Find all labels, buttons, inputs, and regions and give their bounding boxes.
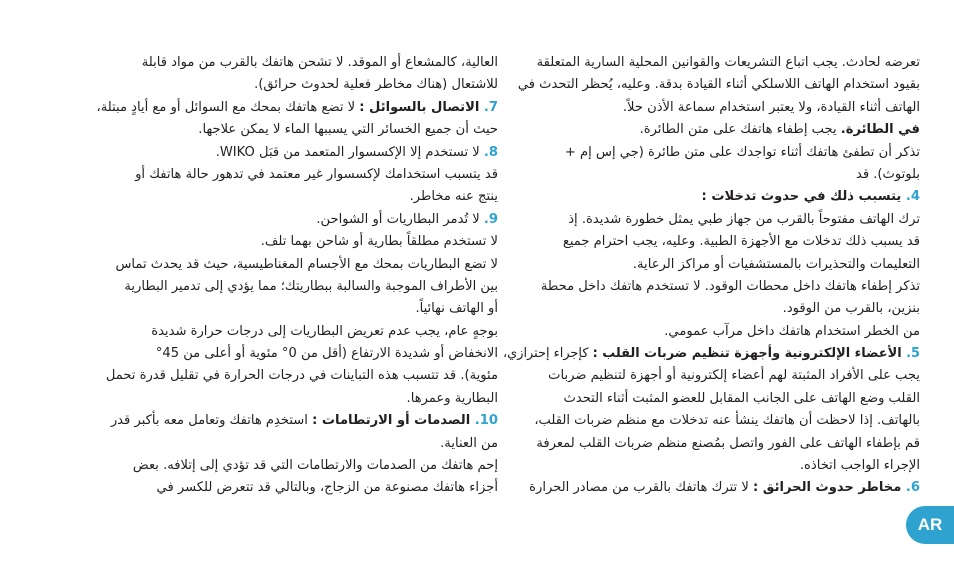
heading-line <box>500 119 920 141</box>
text-line: البطارية وعمرها. <box>406 390 498 406</box>
text-line: العالية، كالمشعاع أو الموقد. لا تشحن هاتفك بالقرب من مواد قابلة <box>141 55 498 70</box>
section-number: 6. <box>905 480 920 496</box>
text-line: إحم هاتفك من الصدمات والارتطامات التي قد تؤدي إلى إتلافه. بعض <box>132 458 498 474</box>
section-label: الأعضاء الإلكترونية وأجهزة تنظيم ضربات القلب : <box>592 346 907 362</box>
section-text: استخدِم هاتفك وتعامل معه بأكبر قدر <box>110 413 313 429</box>
text-line: تذكر أن تطفئ هاتفك أثناء تواجدك على متن طائرة (جي إس إم + <box>564 144 920 160</box>
heading-line <box>500 477 920 499</box>
text-line: بقيود استخدام الهاتف اللاسلكي أثناء القيادة بدقة. وعليه، يُحظر التحدث في <box>517 77 920 93</box>
heading-line <box>500 343 920 365</box>
text-line: تعرضه لحادث. يجب اتباع التشريعات والقوانين المحلية السارية المتعلقة <box>536 55 920 70</box>
section-number: 8. <box>483 144 498 160</box>
section-text: لا تترك هاتفك بالقرب من مصادر الحرارة <box>529 480 753 496</box>
section-label: مخاطر حدوث الحرائق : <box>752 480 906 496</box>
text-line: من الخطر استخدام هاتفك داخل مرآب عمومي. <box>664 323 920 339</box>
text-line: لا تضع البطاريات بمحك مع الأجسام المغناطيسية، حيث قد يحدث تماس <box>115 256 498 272</box>
text-line: بنزين، بالقرب من الوقود. <box>782 301 920 317</box>
text-line: قد يسبب ذلك تدخلات مع الأجهزة الطبية. وعليه، يجب احترام جميع <box>562 234 920 250</box>
text-line: أو الهاتف نهائياً. <box>415 301 498 317</box>
section-text: يجب إطفاء هاتفك على متن الطائرة. <box>639 122 841 138</box>
text-line: قم بإطفاء الهاتف على الفور واتصل بمُصنع منظم ضربات القلب لمعرفة <box>536 435 920 451</box>
language-tab <box>906 506 954 544</box>
language-tab-label: AR <box>917 515 943 534</box>
right-text-column <box>500 52 920 500</box>
section-text: لا تستخدم إلا الإكسسوار المتعمد من قبَل WIKO. <box>215 144 484 160</box>
text-line: بوجهٍ عام، يجب عدم تعريض البطاريات إلى درجات حرارة شديدة <box>151 323 498 339</box>
text-line: الهاتف أثناء القيادة، ولا يعتبر استخدام سماعة الأذن حلاً. <box>622 99 920 115</box>
section-label: الصدمات أو الارتطامات : <box>312 413 475 429</box>
text-line: ينتج عنه مخاطر. <box>409 189 498 205</box>
section-number: 9. <box>483 211 498 227</box>
heading-line <box>78 97 498 119</box>
text-line: التعليمات والتحذيرات بالمستشفيات أو مراكز الرعاية. <box>632 256 920 272</box>
section-text: كإجراء إحترازي، <box>502 346 593 362</box>
section-number: 4. <box>905 189 920 205</box>
text-line: مئوية). قد تتسبب هذه التباينات في درجات الحرارة في تقليل قدرة تحمل <box>105 368 498 384</box>
text-line: حيث أن جميع الخسائر التي يسببها الماء لا يمكن علاجها. <box>198 122 498 138</box>
text-line: بالهاتف. إذا لاحظت أن هاتفك ينشأ عنه تدخلات مع منظم ضربات القلب، <box>534 413 920 429</box>
text-line: الانخفاض أو شديدة الارتفاع (أقل من 0° مئوية أو أعلى من 45° <box>155 346 498 362</box>
text-line: يجب على الأفراد المثبتة لهم أعضاء إلكترونية أو أجهزة لتنظيم ضربات <box>548 368 920 384</box>
heading-line <box>78 410 498 432</box>
section-number: 7. <box>483 99 498 115</box>
section-number: 10. <box>474 413 498 429</box>
section-label: في الطائرة. <box>840 122 920 138</box>
text-line: ترك الهاتف مفتوحاً بالقرب من جهاز طبي يمثل خطورة شديدة. إذ <box>568 211 920 227</box>
section-text: لا تُدمر البطاريات أو الشواحن. <box>316 211 484 227</box>
heading-line <box>78 142 498 164</box>
section-label: الاتصال بالسوائل : <box>359 99 484 115</box>
text-line: تذكر إطفاء هاتفك داخل محطات الوقود. لا تستخدم هاتفك داخل محطة <box>540 278 920 294</box>
text-line: لا تستخدم مطلقاً بطارية أو شاحن بهما تلف. <box>260 234 498 250</box>
heading-line <box>78 209 498 231</box>
section-text: لا تضع هاتفك بمحك مع السوائل أو مع أيادٍ مبتلة، <box>96 99 360 115</box>
text-line: قد يتسبب استخدامك لإكسسوار غير معتمد في تدهور حالة هاتفك أو <box>135 166 498 182</box>
text-line: الإجراء الواجب اتخاذه. <box>799 458 920 474</box>
section-number: 5. <box>906 346 920 362</box>
left-text-column <box>78 52 498 500</box>
text-line: أجزاء هاتفك مصنوعة من الزجاج، وبالتالي قد تتعرض للكسر في <box>156 480 498 496</box>
text-line: للاشتعال (هناك مخاطر فعلية لحدوث حرائق). <box>254 77 498 93</box>
text-line: بين الأطراف الموجبة والسالبة ببطاريتك؛ مما يؤدي إلى تدمير البطارية <box>124 278 498 294</box>
text-line: بلوتوث). قد <box>855 166 920 182</box>
text-line: القلب وضع الهاتف على الجانب المقابل للعضو المثبت أثناء التحدث <box>563 390 920 406</box>
heading-line <box>500 186 920 208</box>
section-label: يتسبب ذلك في حدوث تدخلات : <box>701 189 906 205</box>
text-line: من العناية. <box>440 435 498 451</box>
